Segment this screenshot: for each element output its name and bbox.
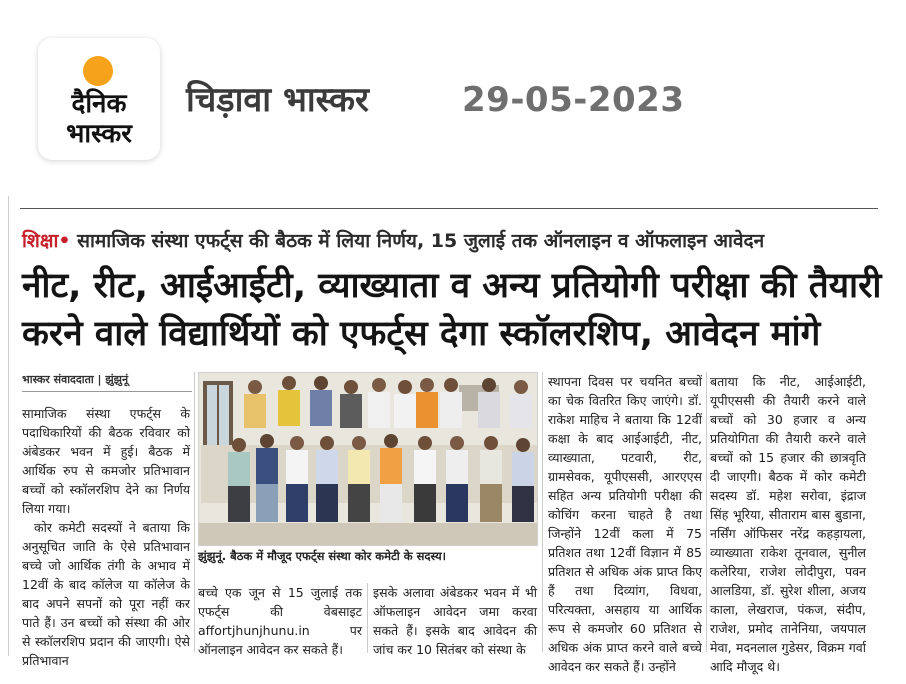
- headline: नीट, रीट, आईआईटी, व्याख्याता व अन्य प्रतियोगी परीक्षा की तैयारी करने वाले विद्यार्थियों को एफर्ट्स देगा स्कॉलरशिप, आवेदन मांगे: [22, 266, 882, 354]
- group-photo-illustration: [199, 373, 537, 545]
- paragraph: सामाजिक संस्था एफर्ट्स के पदाधिकारियों की बैठक रविवार को अंबेडकर भवन में हुई। बैठक में आर्थिक रुप से कमजोर प्रतिभावान बच्चों को स्कॉलरशिप देने का निर्णय लिया गया।: [22, 406, 190, 516]
- edition-title: चिड़ावा भास्कर: [186, 80, 369, 120]
- body-column-1: [22, 404, 190, 670]
- column-divider: [194, 372, 195, 652]
- kicker-text: सामाजिक संस्था एफर्ट्स की बैठक में लिया निर्णय, 15 जुलाई तक ऑनलाइन व ऑफलाइन आवेदन: [77, 230, 765, 252]
- publication-date: 29-05-2023: [462, 80, 685, 120]
- logo-text-line1: दैनिक: [71, 89, 127, 119]
- top-rule: [20, 208, 878, 209]
- body-column-3: इसके अलावा अंबेडकर भवन में भी ऑफलाइन आवेदन जमा करवा सकते हैं। इसके बाद आवेदन की जांच कर 10 सितंबर को संस्था के: [373, 585, 537, 657]
- group-photo: [198, 372, 538, 546]
- byline: भास्कर संवाददाता | झुंझुनूं: [22, 372, 192, 392]
- body-column-5: बताया कि नीट, आईआईटी, यूपीएससी की तैयारी करने वाले बच्चों को 30 हजार व अन्य प्रतियोगिता की तैयारी करने वाले बच्चों को 15 हजार की छात्रवृति दी जाएगी। बैठक में कोर कमेटी सदस्य डॉ. महेश सरोवा, इंद्राज सिंह भूरिया, सीताराम बास बुडाना, नर्सिंग ऑफिसर नरेंद्र कहड़ायला, व्याख्याता राकेश तूनवाल, सुनील कलेरिया, राजेश लोदीपुरा, पवन आलडिया, डॉ. सुरेश शीला, अजय काला, लेखराज, पंकज, संदीप, राजेश, प्रमोद तानेनिया, जयपाल मेवा, मदनलाल गुडेसर, विक्रम गर्वा आदि मौजूद थे।: [710, 374, 866, 674]
- kicker-bullet: •: [58, 230, 71, 252]
- dainik-bhaskar-logo: [38, 38, 160, 160]
- kicker-label: शिक्षा: [22, 230, 59, 252]
- photo-caption: झुंझुनूं. बैठक में मौजूद एफर्ट्स संस्था कोर कमेटी के सदस्य।: [198, 549, 446, 563]
- sun-icon: [83, 56, 113, 86]
- body-column-4: स्थापना दिवस पर चयनित बच्चों का चेक वितरित किए जाएंगे। डॉ. राकेश माहिच ने बताया कि 12वीं कक्षा के बाद आईआईटी, नीट, व्याख्याता, पटवारी, रीट, ग्रामसेवक, यूपीएससी, आरएएस सहित अन्य प्रतियोगी परीक्षा की कोचिंग करना चाहते है तथा जिन्होंने 12वीं कला में 75 प्रतिशत तथा 12वीं विज्ञान में 85 प्रतिशत से अधिक अंक प्राप्त किए हैं तथा दिव्यांग, विधवा, परित्यक्ता, असहाय या आर्थिक रूप से कमजोर 60 प्रतिशत से अधिक अंक प्राप्त करने वाले बच्चे आवेदन कर सकते हैं। उन्होंने: [548, 374, 702, 674]
- clipping-edge: [8, 196, 9, 656]
- paragraph: कोर कमेटी सदस्यों ने बताया कि अनुसूचित जाति के ऐसे प्रतिभावान बच्चे जो आर्थिक तंगी के अभाव में 12वीं के बाद कॉलेज या कॉलेज के बाद अपने सपनों को पूरा नहीं कर पाते हैं। उन बच्चों को संस्था की ओर से स्कॉलरशिप प्रदान की जाएगी। ऐसे प्रतिभावान: [22, 520, 190, 668]
- column-divider: [706, 372, 707, 652]
- body-column-2: बच्चे एक जून से 15 जुलाई तक एफर्ट्स की वेबसाइट affortjhunjhunu.in पर ऑनलाइन आवेदन कर सकते हैं।: [198, 585, 362, 657]
- column-divider: [367, 583, 368, 653]
- logo-text-line2: भास्कर: [66, 119, 132, 149]
- kicker: [22, 226, 878, 256]
- column-divider: [542, 372, 543, 652]
